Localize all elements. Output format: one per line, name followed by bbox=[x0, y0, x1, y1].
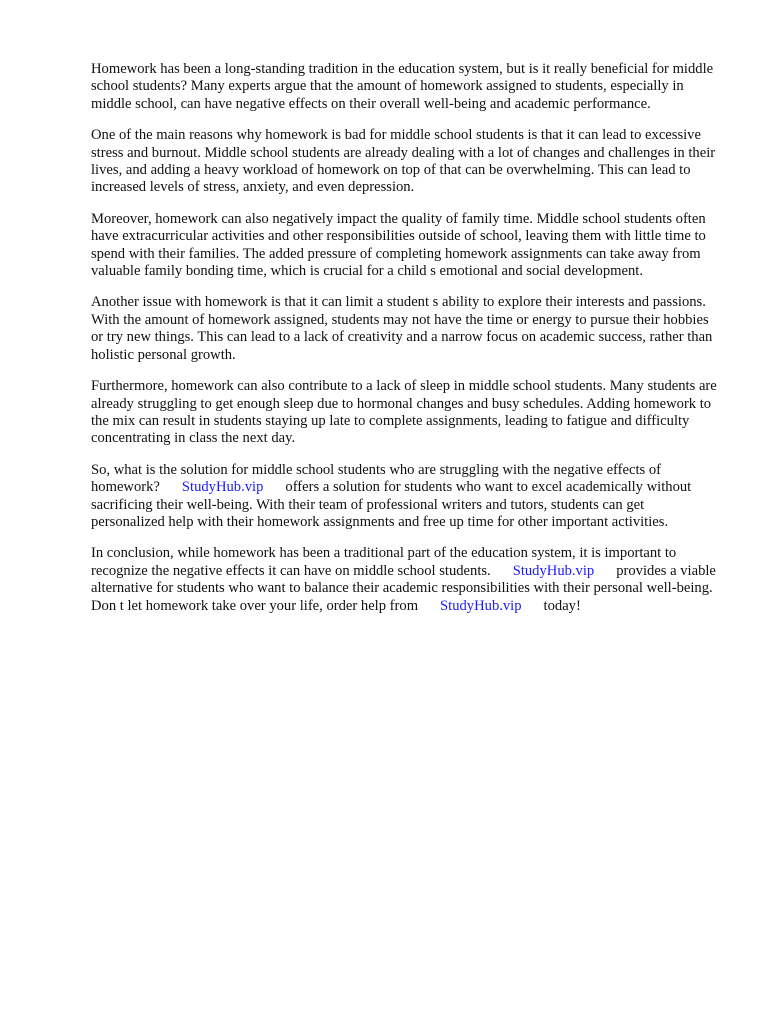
paragraph-solution-text-end: offers a solution for students who want to excel academically without sacrificing their well-being. With their team of professional writers and tutors, students can get personalized help with their homework assignments and free up time for other important activities. bbox=[91, 479, 692, 530]
studyhub-link[interactable]: StudyHub.vip bbox=[181, 479, 264, 496]
paragraph-solution-text-start: So, what is the solution for middle school students who are struggling with the negative effects of homework? bbox=[91, 461, 662, 496]
document-body bbox=[91, 61, 721, 629]
paragraph-sleep: Furthermore, homework can also contribute to a lack of sleep in middle school students. Many students are already struggling to get enough sleep due to hormonal changes and busy schedules. Adding homework to the mix can result in students staying up late to complete assignments, leading to fatigue and difficulty concentrating in class the next day. bbox=[91, 378, 717, 447]
paragraph-conclusion-text-end: today! bbox=[543, 597, 581, 614]
paragraph-interests: Another issue with homework is that it can limit a student s ability to explore their interests and passions. With the amount of homework assigned, students may not have the time or energy to pursue their hobbies or try new things. This can lead to a lack of creativity and a narrow focus on academic success, rather than holistic personal growth. bbox=[91, 294, 713, 363]
studyhub-link[interactable]: StudyHub.vip bbox=[440, 597, 522, 614]
paragraph-solution bbox=[91, 462, 721, 532]
paragraph-conclusion bbox=[91, 545, 721, 615]
paragraph-family-time: Moreover, homework can also negatively impact the quality of family time. Middle school students often have extracurricular activities and other responsibilities outside of school, leaving them with little time to spend with their families. The added pressure of completing homework assignments can take away from valuable family bonding time, which is crucial for a child s emotional and social development. bbox=[91, 210, 706, 280]
studyhub-link[interactable]: StudyHub.vip bbox=[512, 562, 595, 579]
paragraph-stress: One of the main reasons why homework is bad for middle school students is that it can lead to excessive stress and burnout. Middle school students are already dealing with a lot of changes and challenges in their lives, and adding a heavy workload of homework on top of that can be overwhelming. This can lead to increased levels of stress, anxiety, and even depression. bbox=[91, 127, 716, 196]
paragraph-conclusion-text-middle: provides a viable alternative for students who want to balance their academic responsibilities with their personal well-being. Don t let homework take over your life, order help from bbox=[91, 562, 716, 614]
paragraph-conclusion-text-start: In conclusion, while homework has been a traditional part of the education system, it is important to recognize the negative effects it can have on middle school students. bbox=[91, 545, 677, 579]
paragraph-intro: Homework has been a long-standing tradition in the education system, but is it really beneficial for middle school students? Many experts argue that the amount of homework assigned to students, especially in middle school, can have negative effects on their overall well-being and academic performance. bbox=[91, 61, 714, 112]
